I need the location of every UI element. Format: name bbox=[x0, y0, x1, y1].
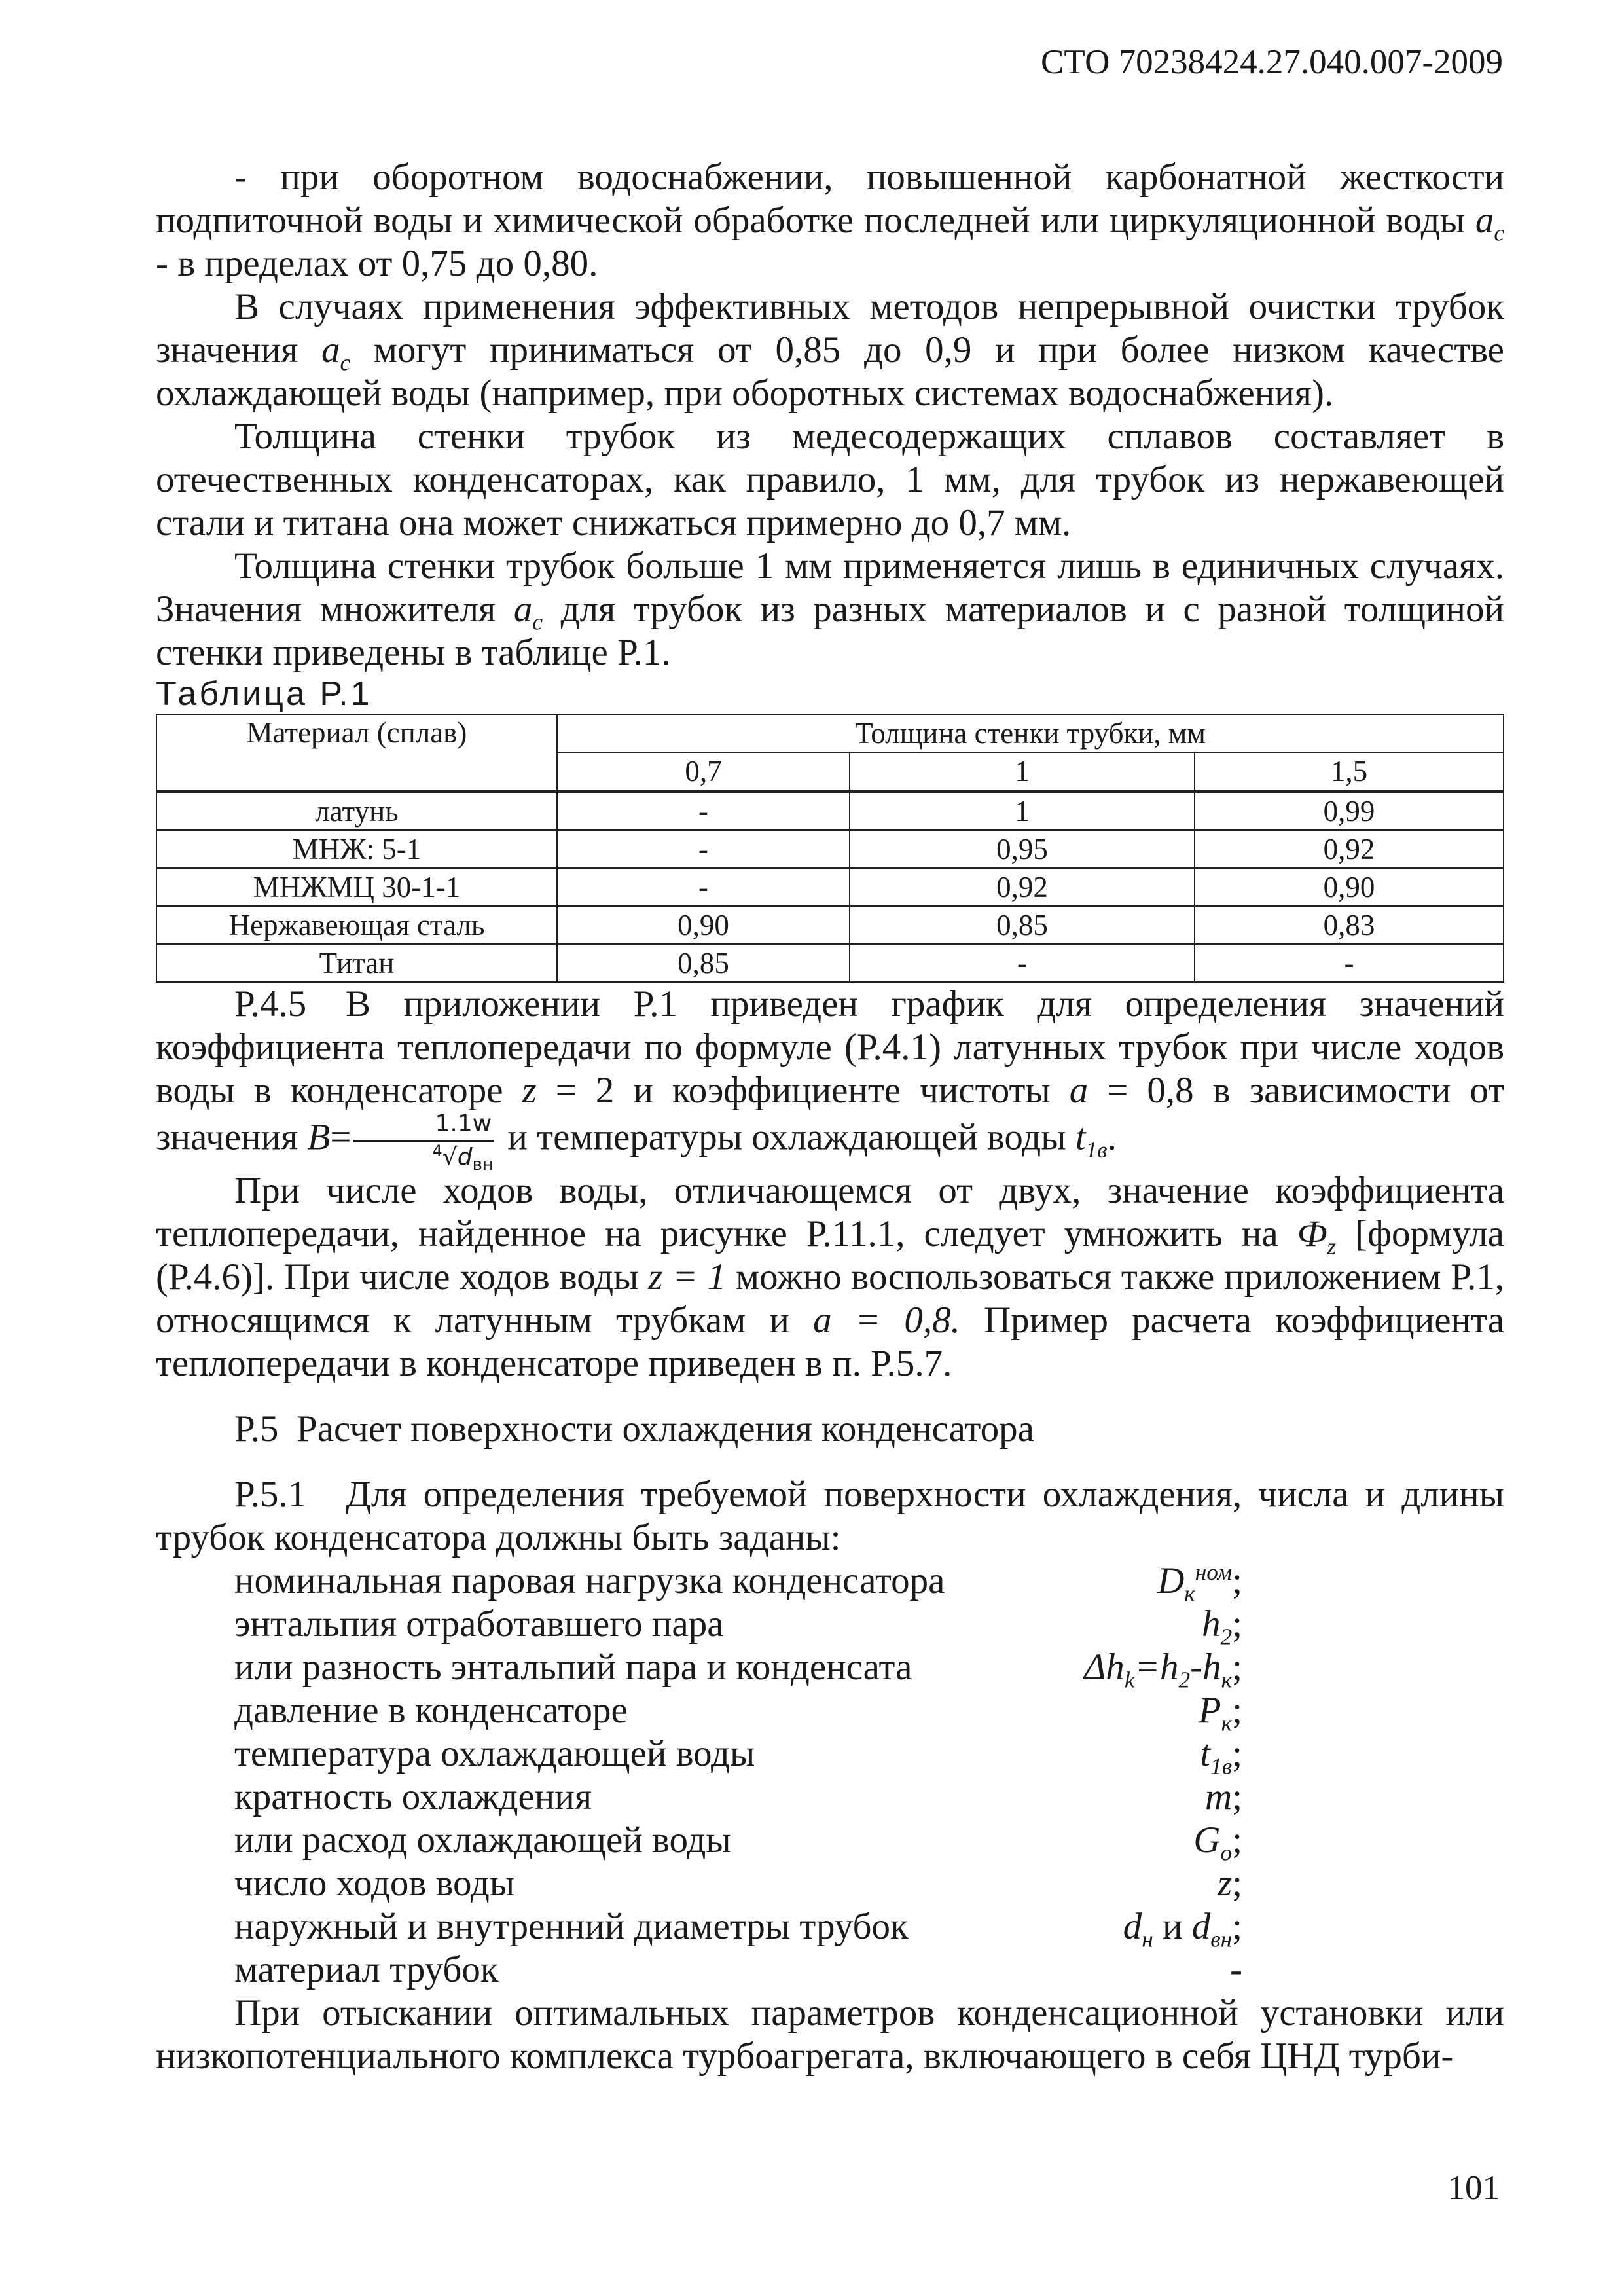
table-caption: Таблица Р.1 bbox=[156, 675, 372, 713]
paragraph-circulating-water: - при оборотном водоснабжении, повышенной карбонатной жесткости подпиточной воды и химической обработке последней или циркуляционной воды $a_c$ - в пределах от 0,75 до 0,80. bbox=[156, 156, 1504, 284]
paragraph-thickness-exceptions: Толщина стенки трубок больше 1 мм применяется лишь в единичных случаях. Значения множителя $a_c$ для трубок из разных материалов и с разной толщиной стенки приведены в таблице Р.1. bbox=[156, 545, 1504, 673]
clause-number: Р.5.1 bbox=[234, 1474, 307, 1515]
list-item: материал трубок - bbox=[234, 1949, 1242, 1990]
page-number: 101 bbox=[1447, 2169, 1500, 2207]
table-cell: 0,83 bbox=[1195, 906, 1504, 944]
formula-fraction: $\frac{1.1w}{^4√d_{вн}}$ bbox=[353, 1112, 494, 1169]
table-cell: латунь bbox=[156, 792, 557, 831]
table-cell: Нержавеющая сталь bbox=[156, 906, 557, 944]
list-item: энтальпия отработавшего пара $h_2$; bbox=[234, 1603, 1242, 1650]
list-item: кратность охлаждения m; bbox=[234, 1776, 1242, 1817]
header-material: Материал (сплав) bbox=[156, 714, 557, 792]
table-cell: 0,90 bbox=[1195, 868, 1504, 906]
table-cell: - bbox=[557, 830, 850, 868]
table-cell: 0,90 bbox=[557, 906, 850, 944]
table-cell: - bbox=[557, 868, 850, 906]
table-row bbox=[156, 792, 1504, 831]
header-thickness-15: 1,5 bbox=[1195, 752, 1504, 792]
table-row bbox=[156, 944, 1504, 982]
paragraph-p-5-1: Р.5.1 Для определения требуемой поверхности охлаждения, числа и длины трубок конденсатора должны быть заданы: bbox=[156, 1474, 1504, 1558]
list-item: давление в конденсаторе $P_к$; bbox=[234, 1690, 1242, 1736]
document-code-header: СТО 70238424.27.040.007-2009 bbox=[1041, 43, 1503, 81]
table-row bbox=[156, 906, 1504, 944]
paragraph-cleaning-methods: В случаях применения эффективных методов непрерывной очистки трубок значения $a_c$ могут приниматься от 0,85 до 0,9 и при более низком качестве охлаждающей воды (например, при оборотных системах водоснабжения). bbox=[156, 286, 1504, 414]
table-header-row bbox=[156, 714, 1504, 752]
header-thickness: Толщина стенки трубки, мм bbox=[557, 714, 1504, 752]
page-body bbox=[156, 156, 1504, 2078]
header-thickness-1: 1 bbox=[850, 752, 1195, 792]
table-cell: 0,92 bbox=[850, 868, 1195, 906]
table-row bbox=[156, 830, 1504, 868]
section-heading-p-5: Р.5 Расчет поверхности охлаждения конденсатора bbox=[234, 1408, 1034, 1449]
table-cell: 1 bbox=[850, 792, 1195, 831]
header-thickness-07: 0,7 bbox=[557, 752, 850, 792]
table-cell: - bbox=[557, 792, 850, 831]
list-item: температура охлаждающей воды $t_{1в}$; bbox=[234, 1733, 1242, 1779]
paragraph-water-passes: При числе ходов воды, отличающемся от двух, значение коэффициента теплопередачи, найденное на рисунке Р.11.1, следует умножить на $Ф_z$ [формула (Р.4.6)]. При числе ходов воды z = 1 можно воспользоваться также приложением Р.1, относящимся к латунным трубкам и a = 0,8. Пример расчета коэффициента теплопередачи в конденсаторе приведен в п. Р.5.7. bbox=[156, 1170, 1504, 1384]
table-cell: - bbox=[850, 944, 1195, 982]
material-coefficient-table bbox=[156, 714, 1504, 983]
list-item: или расход охлаждающей воды $G_o$; bbox=[234, 1819, 1242, 1866]
table-cell: 0,92 bbox=[1195, 830, 1504, 868]
table-cell: 0,99 bbox=[1195, 792, 1504, 831]
required-parameters-list bbox=[234, 1559, 1242, 1992]
list-item: наружный и внутренний диаметры трубок $d_н$ и $d_{вн}$; bbox=[234, 1906, 1242, 1952]
table-cell: МНЖ: 5-1 bbox=[156, 830, 557, 868]
list-item: или разность энтальпий пара и конденсата $\Delta h_k=h_2-h_к$; bbox=[234, 1647, 1242, 1693]
table-cell: 0,95 bbox=[850, 830, 1195, 868]
paragraph-wall-thickness: Толщина стенки трубок из медесодержащих сплавов составляет в отечественных конденсаторах, как правило, 1 мм, для трубок из нержавеющей стали и титана она может снижаться примерно до 0,7 мм. bbox=[156, 416, 1504, 543]
table-cell: Титан bbox=[156, 944, 557, 982]
table-row bbox=[156, 868, 1504, 906]
paragraph-optimal-parameters: При отыскании оптимальных параметров конденсационной установки или низкопотенциального комплекса турбоагрегата, включающего в себя ЦНД турби- bbox=[156, 1992, 1504, 2077]
table-cell: 0,85 bbox=[850, 906, 1195, 944]
table-cell: - bbox=[1195, 944, 1504, 982]
paragraph-p-4-5: Р.4.5 В приложении Р.1 приведен график для определения значений коэффициента теплопередачи по формуле (Р.4.1) латунных трубок при числе ходов воды в конденсаторе z = 2 и коэффициенте чистоты a = 0,8 в зависимости от значения B= $\frac{1.1w}{^4√d_{вн}}$ и температуры охлаждающей воды $t_{1в}$. bbox=[156, 983, 1504, 1175]
clause-number: Р.4.5 bbox=[234, 983, 307, 1025]
list-item: номинальная паровая нагрузка конденсатора $D_к^{ном}$; bbox=[234, 1559, 1242, 1607]
list-item: число ходов воды z; bbox=[234, 1863, 1242, 1904]
table-cell: 0,85 bbox=[557, 944, 850, 982]
table-cell: МНЖМЦ 30-1-1 bbox=[156, 868, 557, 906]
